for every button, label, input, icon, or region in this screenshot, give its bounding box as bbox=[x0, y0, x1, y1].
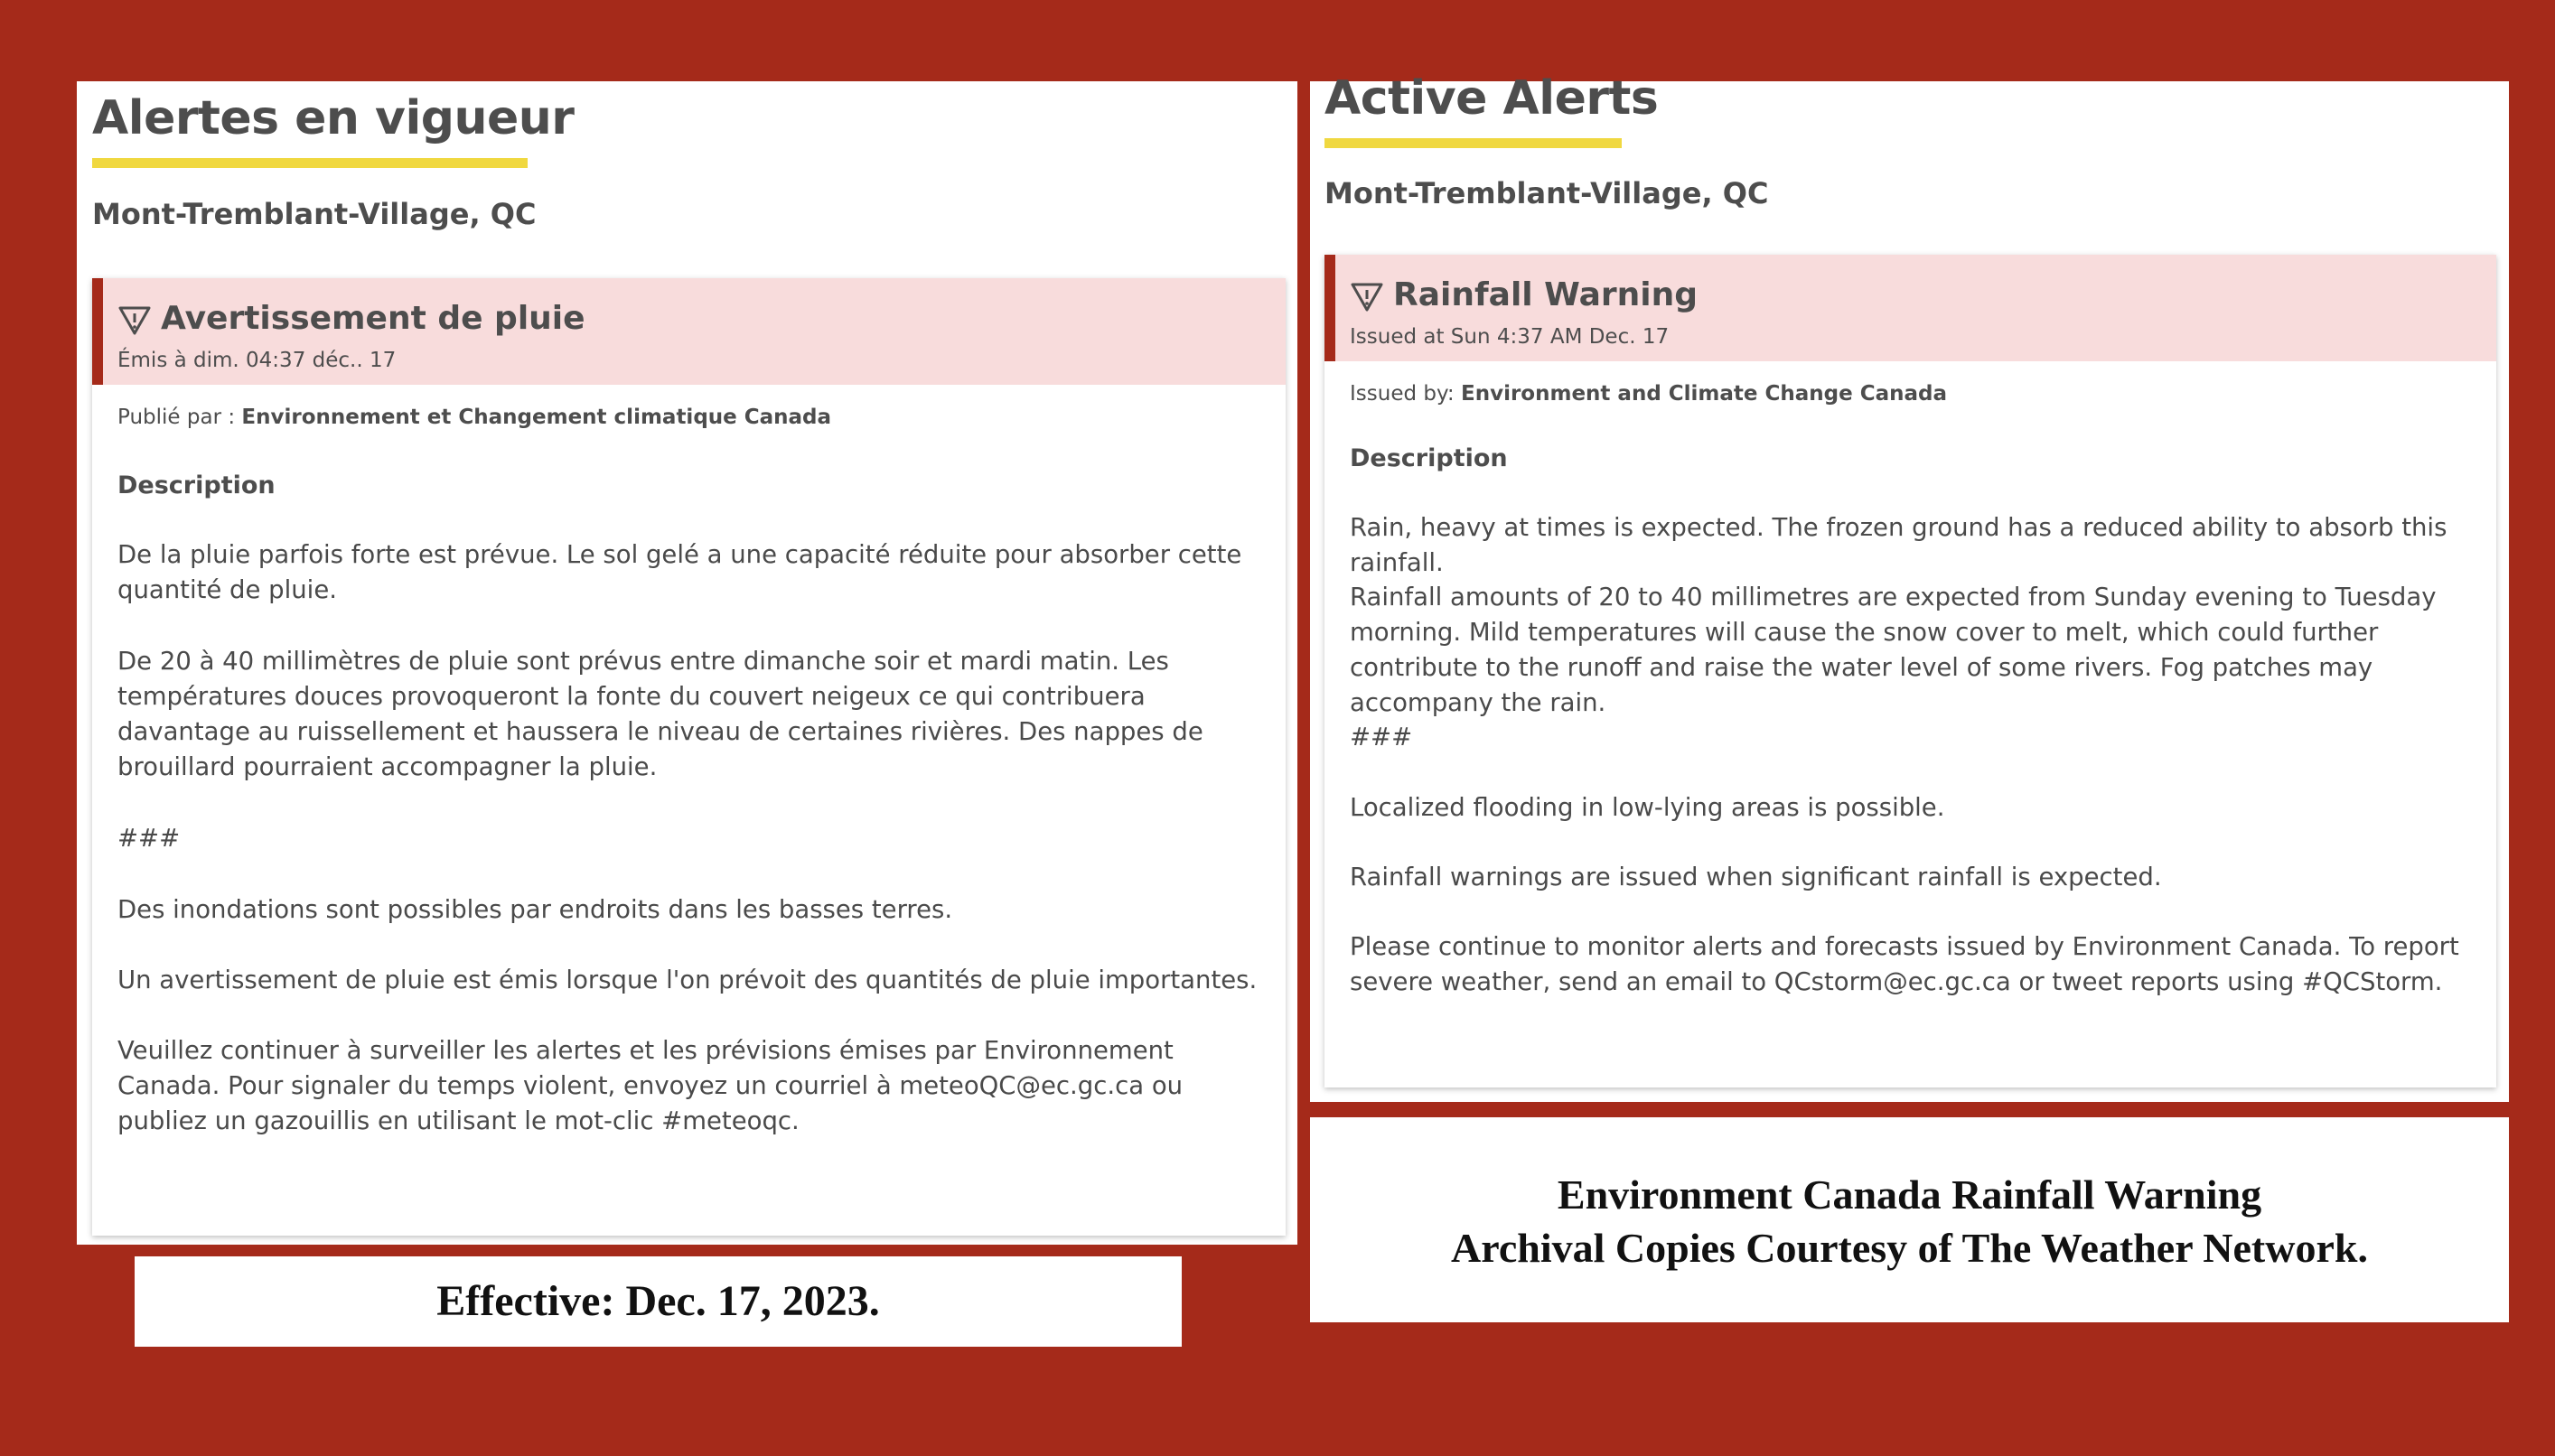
description-heading: Description bbox=[117, 471, 276, 499]
issued-time: Issued at Sun 4:37 AM Dec. 17 bbox=[1350, 325, 1670, 349]
issued-by-value: Environnement et Changement climatique Canada bbox=[241, 406, 832, 429]
description-paragraph: De la pluie parfois forte est prévue. Le sol gelé a une capacité réduite pour absorber cette quantité de pluie. bbox=[117, 540, 1242, 604]
french-alerts-panel bbox=[77, 81, 1297, 1245]
description-paragraph: Veuillez continuer à surveiller les alertes et les prévisions émises par Environnement Canada. Pour signaler du temps violent, envoyez un courriel à meteoQC@ec.gc.ca ou publiez un gazouillis en utilisant le mot-clic #meteoqc. bbox=[117, 1036, 1184, 1135]
warning-triangle-icon bbox=[1350, 282, 1384, 313]
alert-card[interactable] bbox=[92, 278, 1286, 1236]
alert-title: Avertissement de pluie bbox=[161, 300, 585, 337]
title-underline bbox=[1324, 138, 1622, 148]
issued-by bbox=[1350, 382, 1947, 406]
alert-title: Rainfall Warning bbox=[1393, 276, 1698, 313]
description-paragraph: Localized flooding in low-lying areas is possible. bbox=[1350, 793, 1945, 822]
location-label: Mont-Tremblant-Village, QC bbox=[92, 197, 537, 231]
issued-by bbox=[117, 406, 831, 429]
issued-by-value: Environment and Climate Change Canada bbox=[1461, 382, 1948, 406]
description-paragraph: Rainfall warnings are issued when significant rainfall is expected. bbox=[1350, 863, 2162, 891]
description-paragraph: Un avertissement de pluie est émis lorsque l'on prévoit des quantités de pluie importantes. bbox=[117, 966, 1258, 994]
credit-line-1: Environment Canada Rainfall Warning bbox=[1557, 1171, 2262, 1218]
alert-header[interactable] bbox=[1324, 255, 2496, 361]
page-title: Alertes en vigueur bbox=[92, 91, 575, 145]
description-separator: ### bbox=[117, 824, 181, 853]
issued-by-label: Publié par : bbox=[117, 406, 242, 429]
issued-time: Émis à dim. 04:37 déc.. 17 bbox=[117, 349, 397, 372]
description-separator: ### bbox=[1350, 723, 1413, 751]
description-paragraph: Rain, heavy at times is expected. The frozen ground has a reduced ability to absorb this rainfall. bbox=[1350, 513, 2447, 577]
description-heading: Description bbox=[1350, 444, 1508, 472]
issued-by-label: Issued by: bbox=[1350, 382, 1461, 406]
title-underline bbox=[92, 158, 528, 168]
alert-card[interactable] bbox=[1324, 255, 2496, 1087]
warning-triangle-icon bbox=[117, 305, 152, 336]
description-paragraph: Des inondations sont possibles par endroits dans les basses terres. bbox=[117, 895, 953, 924]
location-label: Mont-Tremblant-Village, QC bbox=[1324, 176, 1769, 210]
english-alerts-panel bbox=[1310, 71, 2509, 1102]
description-paragraph: Rainfall amounts of 20 to 40 millimetres are expected from Sunday evening to Tuesday morning. Mild temperatures will cause the snow cover to melt, which could further contribute to the runoff and raise the water level of some rivers. Fog patches may accompany the rain. bbox=[1350, 583, 2437, 717]
credit-line-2: Archival Copies Courtesy of The Weather Network. bbox=[1451, 1225, 2368, 1271]
credit-caption bbox=[1310, 1117, 2509, 1322]
page-title: Active Alerts bbox=[1324, 71, 1659, 126]
effective-date-caption: Effective: Dec. 17, 2023. bbox=[135, 1256, 1182, 1347]
description-paragraph: De 20 à 40 millimètres de pluie sont prévus entre dimanche soir et mardi matin. Les températures douces provoqueront la fonte du couvert neigeux ce qui contribuera davantage au ruissellement et haussera le niveau de certaines rivières. Des nappes de brouillard pourraient accompagner la pluie. bbox=[117, 647, 1203, 781]
alert-header[interactable] bbox=[92, 278, 1286, 385]
description-paragraph: Please continue to monitor alerts and forecasts issued by Environment Canada. To report severe weather, send an email to QCstorm@ec.gc.ca or tweet reports using #QCStorm. bbox=[1350, 932, 2459, 996]
